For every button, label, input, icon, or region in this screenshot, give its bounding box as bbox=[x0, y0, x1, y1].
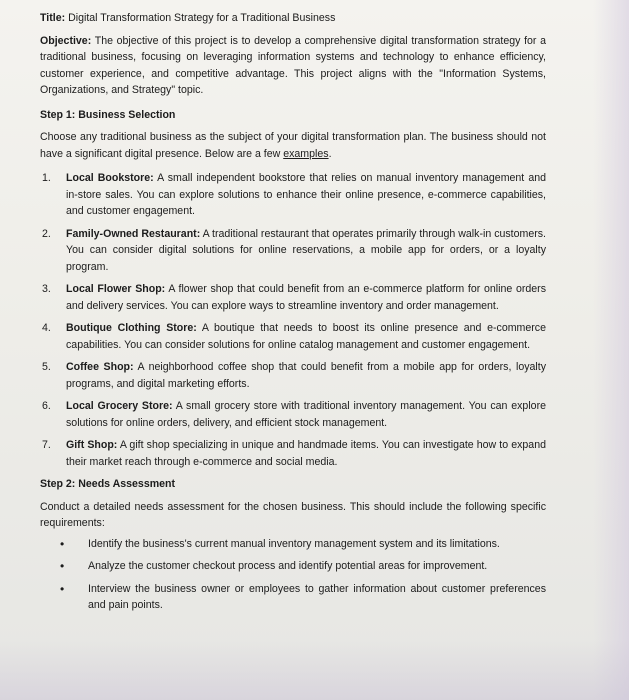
list-item bbox=[40, 170, 546, 220]
edge-shade-right bbox=[593, 0, 629, 700]
bullet-text: Interview the business owner or employees to gather information about customer preferences and pain points. bbox=[88, 582, 546, 611]
item-text bbox=[66, 226, 546, 276]
step2-intro: Conduct a detailed needs assessment for the chosen business. This should include the following specific requirements: bbox=[40, 500, 546, 529]
objective-paragraph bbox=[40, 33, 546, 99]
item-label: Coffee Shop: bbox=[66, 361, 134, 373]
step1-intro bbox=[40, 129, 546, 162]
item-number: 7. bbox=[42, 439, 51, 451]
item-text bbox=[66, 398, 546, 431]
title-text: Digital Transformation Strategy for a Traditional Business bbox=[65, 12, 336, 24]
step1-intro-text: Choose any traditional business as the subject of your digital transformation plan. The business should not have a significant digital presence. Below are a few bbox=[40, 131, 546, 160]
bullet-icon: • bbox=[60, 536, 65, 551]
bullet-icon: • bbox=[60, 559, 65, 573]
item-description: A traditional restaurant that operates primarily through walk-in customers. You can consider digital solutions for online reservations, a mobile app for orders, or a loyalty program. bbox=[66, 227, 546, 273]
list-item bbox=[40, 558, 546, 575]
list-item bbox=[40, 226, 546, 276]
item-number: 4. bbox=[42, 322, 51, 334]
item-number: 1. bbox=[42, 172, 51, 184]
item-label: Boutique Clothing Store: bbox=[66, 322, 197, 334]
bullet-icon: • bbox=[60, 581, 65, 596]
requirements-list bbox=[40, 536, 546, 614]
bullet-text: Identify the business's current manual inventory management system and its limitations. bbox=[88, 537, 500, 550]
bullet-text: Analyze the customer checkout process and identify potential areas for improvement. bbox=[88, 560, 488, 572]
item-text bbox=[66, 170, 546, 220]
item-description: A flower shop that could benefit from an e-commerce platform for online orders and delivery services. You can explore ways to streamline inventory and order management. bbox=[66, 283, 546, 312]
business-examples-list bbox=[40, 170, 546, 470]
item-text bbox=[66, 320, 546, 353]
item-number: 3. bbox=[42, 283, 51, 295]
document-title bbox=[40, 10, 546, 27]
item-text bbox=[66, 281, 546, 314]
item-description: A gift shop specializing in unique and handmade items. You can investigate how to expand their market reach through e-commerce and social media. bbox=[66, 439, 546, 468]
item-number: 2. bbox=[42, 227, 51, 240]
item-number: 6. bbox=[42, 400, 51, 412]
step2-heading: Step 2: Needs Assessment bbox=[40, 478, 176, 490]
examples-link[interactable]: examples bbox=[283, 147, 329, 160]
step1-intro-end: . bbox=[328, 147, 332, 160]
item-label: Family-Owned Restaurant: bbox=[66, 227, 201, 240]
list-item bbox=[40, 437, 546, 470]
list-item bbox=[40, 581, 546, 614]
item-label: Local Grocery Store: bbox=[66, 400, 173, 412]
edge-shade-bottom bbox=[0, 640, 629, 700]
item-text bbox=[66, 437, 546, 470]
list-item bbox=[40, 359, 546, 392]
title-label: Title: bbox=[40, 12, 66, 24]
item-description: A neighborhood coffee shop that could benefit from a mobile app for orders, loyalty programs, and digital marketing efforts. bbox=[66, 361, 546, 390]
item-label: Local Bookstore: bbox=[66, 172, 154, 184]
list-item bbox=[40, 536, 546, 553]
item-label: Local Flower Shop: bbox=[66, 283, 166, 295]
item-text bbox=[66, 359, 546, 392]
document-content bbox=[40, 10, 546, 614]
item-description: A small grocery store with traditional inventory management. You can explore solutions for online orders, delivery, and efficient stock management. bbox=[66, 400, 546, 429]
list-item bbox=[40, 281, 546, 314]
objective-label: Objective: bbox=[40, 34, 92, 47]
item-number: 5. bbox=[42, 361, 51, 373]
objective-text: The objective of this project is to develop a comprehensive digital transformation strategy for a traditional business, focusing on leveraging information systems and technology to enhance efficiency, customer experience, and competitive advantage. This project aligns with the "Information Systems, Organizations, and Strategy" topic. bbox=[40, 34, 546, 96]
step1-heading: Step 1: Business Selection bbox=[40, 108, 176, 121]
item-description: A boutique that needs to boost its online presence and e-commerce capabilities. You can consider solutions for online catalog management and customer engagement. bbox=[66, 322, 546, 351]
list-item bbox=[40, 320, 546, 353]
list-item bbox=[40, 398, 546, 431]
item-label: Gift Shop: bbox=[66, 439, 118, 451]
item-description: A small independent bookstore that relies on manual inventory management and in-store sales. You can explore solutions to enhance their online presence, e-commerce capabilities, and customer engagement. bbox=[66, 172, 546, 217]
